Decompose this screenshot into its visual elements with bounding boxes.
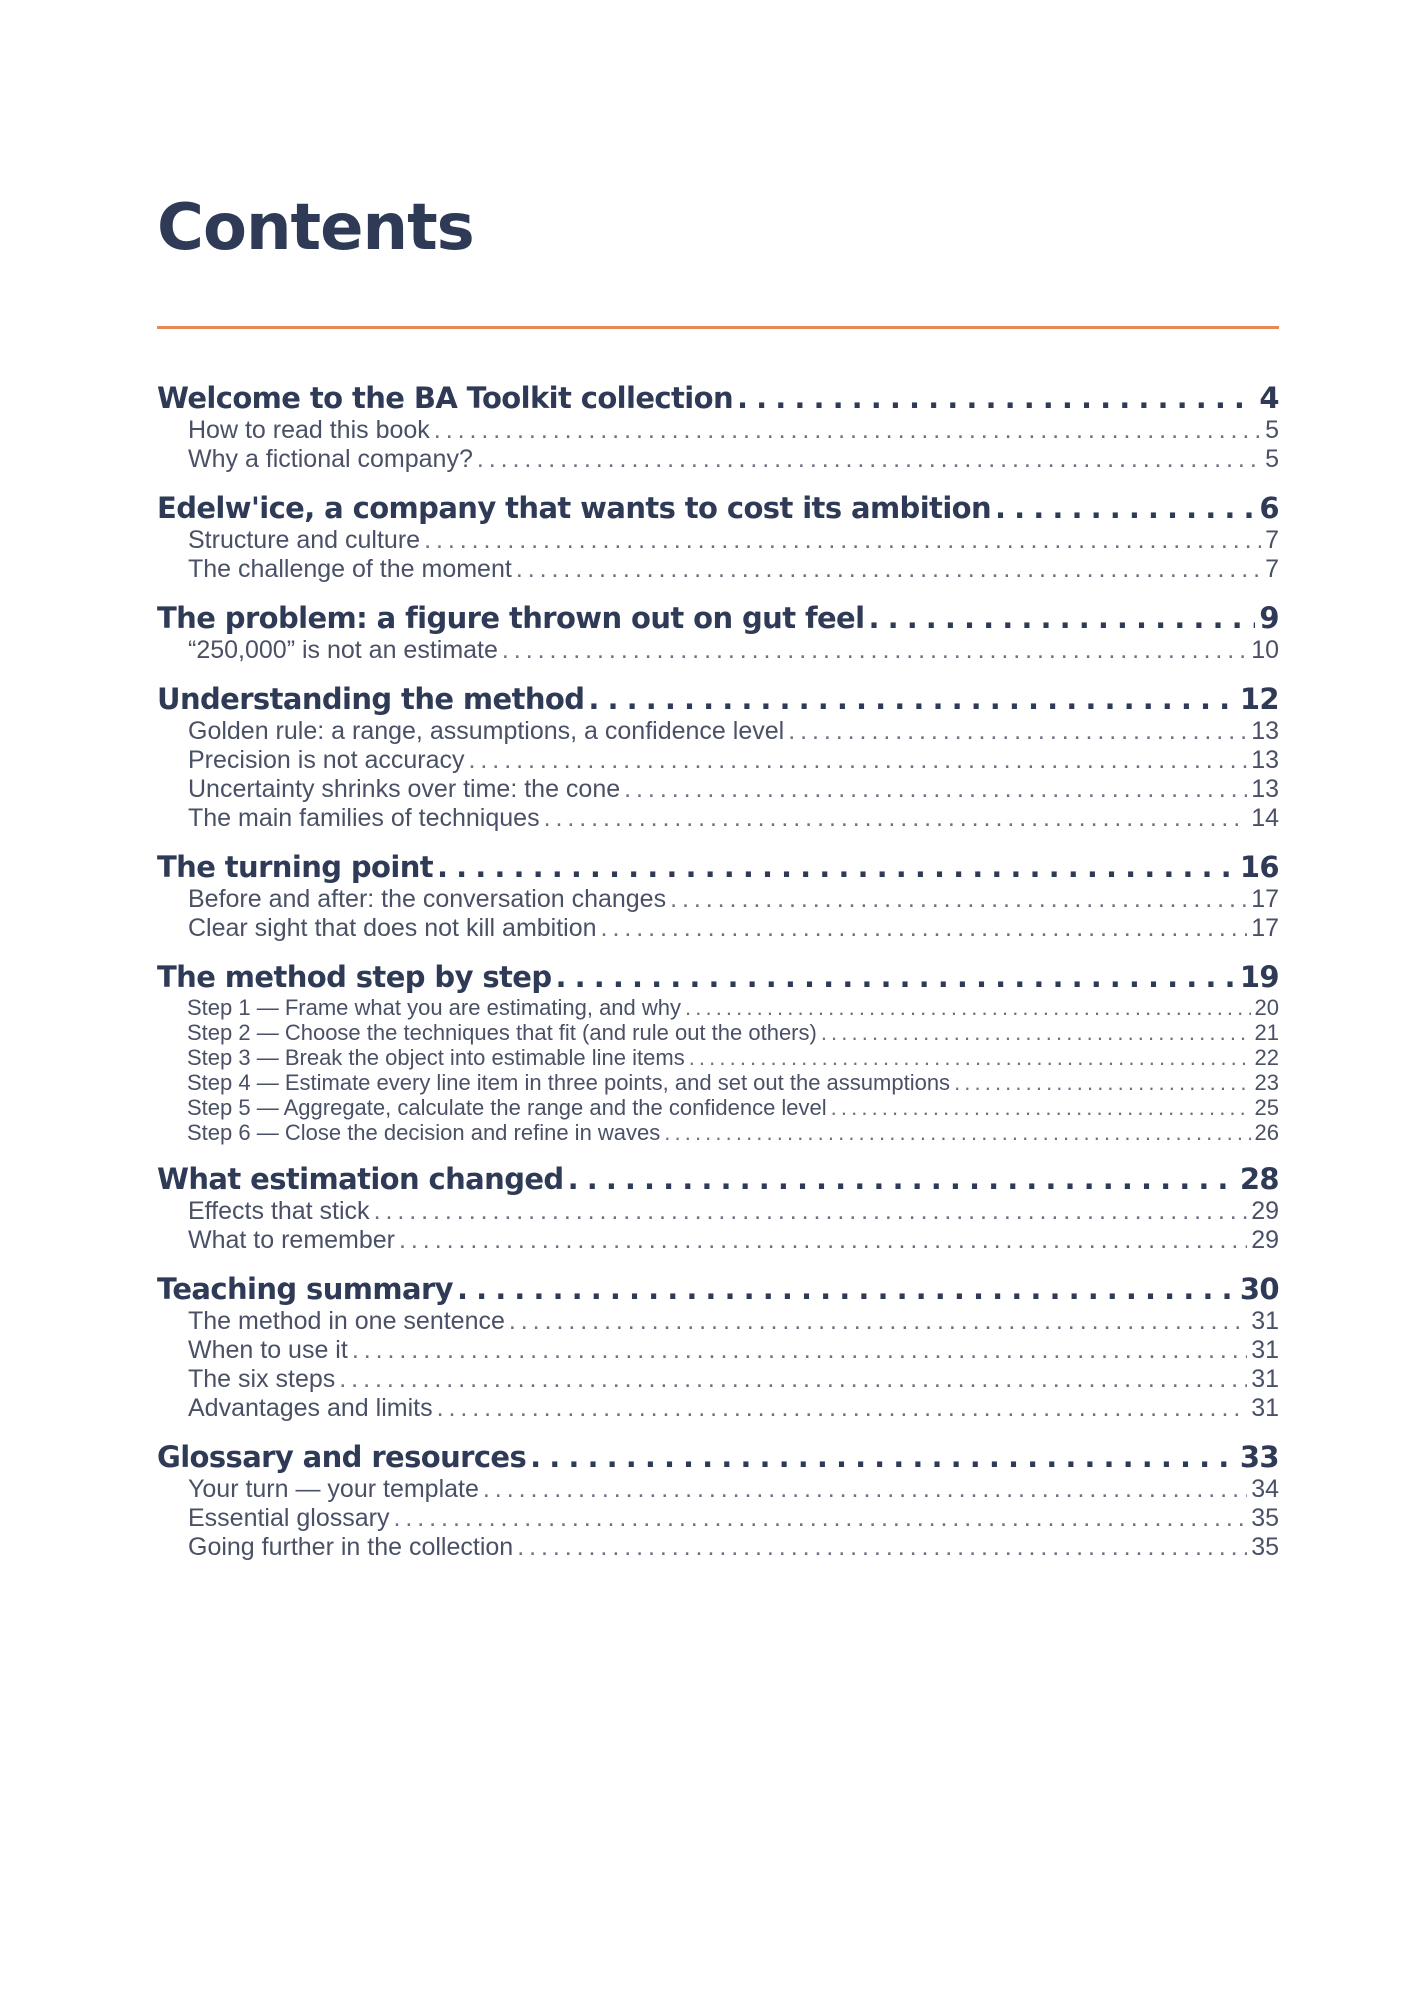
toc-subentry-title: Golden rule: a range, assumptions, a confidence level <box>188 717 785 745</box>
toc-page-number: 20 <box>1254 995 1279 1020</box>
dot-leader <box>509 1307 1247 1336</box>
toc-subentry-title: Advantages and limits <box>188 1394 433 1422</box>
dot-leader <box>685 995 1251 1020</box>
toc-page-number: 17 <box>1251 914 1279 942</box>
toc-page-number: 7 <box>1265 555 1279 583</box>
dot-leader <box>689 1045 1251 1070</box>
toc-subentry[interactable] <box>157 804 1279 833</box>
toc-subentry[interactable] <box>157 555 1279 584</box>
toc-page-number: 12 <box>1239 682 1279 716</box>
toc-chapter-entry[interactable] <box>157 1439 1279 1475</box>
dot-leader <box>995 490 1255 526</box>
dot-leader <box>374 1197 1248 1226</box>
dot-leader <box>670 885 1247 914</box>
toc-page-number: 19 <box>1239 960 1279 994</box>
toc-subentry-title: Structure and culture <box>188 526 421 554</box>
toc-page-number: 5 <box>1265 416 1279 444</box>
dot-leader <box>831 1095 1251 1120</box>
toc-subentry-title: How to read this book <box>188 416 430 444</box>
toc-chapter-title: What estimation changed <box>157 1162 564 1196</box>
toc-page-number: 4 <box>1259 381 1279 415</box>
title-divider <box>157 326 1279 329</box>
dot-leader <box>477 445 1261 474</box>
toc-chapter-entry[interactable] <box>157 1271 1279 1307</box>
toc-chapter-entry[interactable] <box>157 849 1279 885</box>
toc-subentry[interactable] <box>157 1475 1279 1504</box>
toc-page-number: 22 <box>1254 1045 1279 1070</box>
toc-chapter-entry[interactable] <box>157 380 1279 416</box>
toc-step-title: Step 2 — Choose the techniques that fit (and rule out the others) <box>187 1020 817 1045</box>
toc-page-number: 33 <box>1239 1440 1279 1474</box>
toc-section <box>157 849 1279 943</box>
toc-subentry-title: The six steps <box>188 1365 336 1393</box>
toc-step-entry[interactable] <box>157 1070 1279 1095</box>
toc-chapter-entry[interactable] <box>157 959 1279 995</box>
dot-leader <box>457 1271 1236 1307</box>
dot-leader <box>437 849 1236 885</box>
toc-page-number: 16 <box>1239 850 1279 884</box>
toc-subentry-title: Effects that stick <box>188 1197 370 1225</box>
dot-leader <box>544 804 1248 833</box>
toc-chapter-entry[interactable] <box>157 681 1279 717</box>
toc-chapter-entry[interactable] <box>157 600 1279 636</box>
dot-leader <box>502 636 1247 665</box>
toc-step-entry[interactable] <box>157 995 1279 1020</box>
toc-subentry[interactable] <box>157 636 1279 665</box>
dot-leader <box>483 1475 1247 1504</box>
toc-page-number: 13 <box>1251 775 1279 803</box>
toc-section <box>157 380 1279 474</box>
toc-subentry[interactable] <box>157 717 1279 746</box>
dot-leader <box>469 746 1248 775</box>
dot-leader <box>624 775 1247 804</box>
toc-chapter-title: Welcome to the BA Toolkit collection <box>157 381 733 415</box>
toc-subentry[interactable] <box>157 1365 1279 1394</box>
toc-subentry-title: Before and after: the conversation changes <box>188 885 667 913</box>
toc-subentry[interactable] <box>157 526 1279 555</box>
toc-page-number: 10 <box>1251 636 1279 664</box>
toc-section <box>157 1161 1279 1255</box>
toc-section <box>157 490 1279 584</box>
toc-subentry-title: Uncertainty shrinks over time: the cone <box>188 775 621 803</box>
toc-subentry-title: What to remember <box>188 1226 396 1254</box>
dot-leader <box>516 555 1261 584</box>
toc-page-number: 23 <box>1254 1070 1279 1095</box>
toc-subentry[interactable] <box>157 775 1279 804</box>
toc-subentry[interactable] <box>157 885 1279 914</box>
toc-page-number: 26 <box>1254 1120 1279 1145</box>
toc-subentry-title: Your turn — your template <box>188 1475 479 1503</box>
toc-page-number: 13 <box>1251 746 1279 774</box>
toc-page-number: 31 <box>1251 1336 1279 1364</box>
dot-leader <box>437 1394 1248 1423</box>
toc-page-number: 31 <box>1251 1365 1279 1393</box>
page-title: Contents <box>157 191 474 265</box>
toc-subentry[interactable] <box>157 914 1279 943</box>
dot-leader <box>352 1336 1247 1365</box>
toc-page-number: 31 <box>1251 1307 1279 1335</box>
toc-subentry[interactable] <box>157 1197 1279 1226</box>
toc-subentry-title: The challenge of the moment <box>188 555 512 583</box>
toc-subentry-title: Going further in the collection <box>188 1533 514 1561</box>
toc-subentry[interactable] <box>157 416 1279 445</box>
dot-leader <box>868 600 1255 636</box>
toc-page-number: 30 <box>1239 1272 1279 1306</box>
toc-subentry-title: “250,000” is not an estimate <box>188 636 498 664</box>
toc-step-entry[interactable] <box>157 1020 1279 1045</box>
toc-page-number: 28 <box>1239 1162 1279 1196</box>
toc-page-number: 31 <box>1251 1394 1279 1422</box>
toc-step-title: Step 5 — Aggregate, calculate the range and the confidence level <box>187 1095 827 1120</box>
toc-step-entry[interactable] <box>157 1045 1279 1070</box>
toc-chapter-title: The method step by step <box>157 960 552 994</box>
toc-page-number: 34 <box>1251 1475 1279 1503</box>
toc-page-number: 9 <box>1259 601 1279 635</box>
dot-leader <box>424 526 1261 555</box>
toc-subentry-title: Essential glossary <box>188 1504 390 1532</box>
toc-subentry[interactable] <box>157 1533 1279 1562</box>
dot-leader <box>954 1070 1250 1095</box>
toc-subentry-title: Clear sight that does not kill ambition <box>188 914 597 942</box>
toc-page-number: 21 <box>1254 1020 1279 1045</box>
toc-page-number: 35 <box>1251 1533 1279 1561</box>
dot-leader <box>556 959 1236 995</box>
toc-section <box>157 1439 1279 1562</box>
dot-leader <box>517 1533 1247 1562</box>
table-of-contents <box>157 380 1279 1578</box>
toc-step-title: Step 4 — Estimate every line item in three points, and set out the assumptions <box>187 1070 951 1095</box>
toc-step-title: Step 6 — Close the decision and refine in waves <box>187 1120 661 1145</box>
toc-section <box>157 681 1279 833</box>
dot-leader <box>568 1161 1236 1197</box>
toc-step-entry[interactable] <box>157 1095 1279 1120</box>
dot-leader <box>664 1120 1250 1145</box>
toc-page-number: 29 <box>1251 1226 1279 1254</box>
toc-page-number: 35 <box>1251 1504 1279 1532</box>
toc-page-number: 7 <box>1265 526 1279 554</box>
dot-leader <box>339 1365 1247 1394</box>
toc-chapter-entry[interactable] <box>157 490 1279 526</box>
toc-page-number: 14 <box>1251 804 1279 832</box>
toc-subentry[interactable] <box>157 1307 1279 1336</box>
toc-chapter-title: Teaching summary <box>157 1272 453 1306</box>
toc-page-number: 5 <box>1265 445 1279 473</box>
toc-chapter-title: Edelw'ice, a company that wants to cost its ambition <box>157 491 992 525</box>
toc-subentry-title: The main families of techniques <box>188 804 540 832</box>
dot-leader <box>788 717 1247 746</box>
toc-step-title: Step 1 — Frame what you are estimating, and why <box>187 995 682 1020</box>
toc-step-title: Step 3 — Break the object into estimable line items <box>187 1045 685 1070</box>
toc-subentry-title: Precision is not accuracy <box>188 746 465 774</box>
toc-chapter-title: Glossary and resources <box>157 1440 527 1474</box>
toc-step-entry[interactable] <box>157 1120 1279 1145</box>
dot-leader <box>588 681 1235 717</box>
toc-subentry[interactable] <box>157 1226 1279 1255</box>
toc-chapter-title: Understanding the method <box>157 682 585 716</box>
toc-page-number: 29 <box>1251 1197 1279 1225</box>
toc-page-number: 13 <box>1251 717 1279 745</box>
toc-page-number: 6 <box>1259 491 1279 525</box>
toc-subentry[interactable] <box>157 746 1279 775</box>
dot-leader <box>399 1226 1247 1255</box>
toc-subentry-title: Why a fictional company? <box>188 445 473 473</box>
toc-chapter-entry[interactable] <box>157 1161 1279 1197</box>
toc-chapter-title: The problem: a figure thrown out on gut feel <box>157 601 865 635</box>
toc-subentry[interactable] <box>157 1336 1279 1365</box>
dot-leader <box>601 914 1248 943</box>
toc-page-number: 17 <box>1251 885 1279 913</box>
toc-section <box>157 959 1279 1145</box>
dot-leader <box>530 1439 1236 1475</box>
toc-subentry[interactable] <box>157 1504 1279 1533</box>
dot-leader <box>434 416 1261 445</box>
toc-chapter-title: The turning point <box>157 850 434 884</box>
dot-leader <box>737 380 1255 416</box>
dot-leader <box>821 1020 1251 1045</box>
dot-leader <box>393 1504 1247 1533</box>
toc-subentry[interactable] <box>157 445 1279 474</box>
toc-page-number: 25 <box>1254 1095 1279 1120</box>
toc-section <box>157 1271 1279 1423</box>
toc-subentry-title: When to use it <box>188 1336 348 1364</box>
toc-subentry-title: The method in one sentence <box>188 1307 505 1335</box>
toc-subentry[interactable] <box>157 1394 1279 1423</box>
toc-section <box>157 600 1279 665</box>
